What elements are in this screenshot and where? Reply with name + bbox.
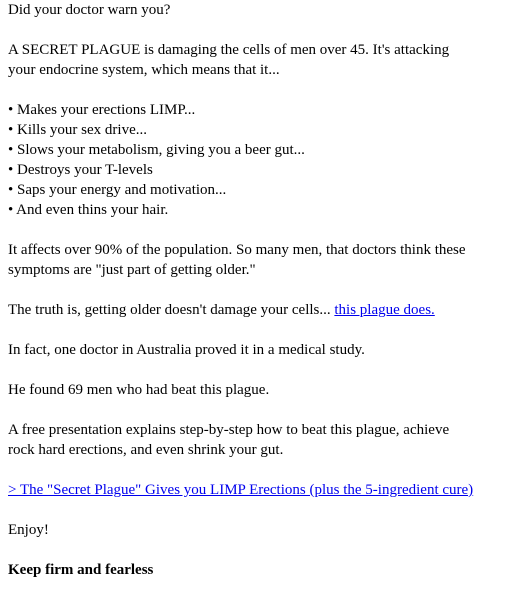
- cta-link[interactable]: > The "Secret Plague" Gives you LIMP Erections (plus the 5-ingredient cure): [8, 482, 474, 498]
- stat-line-2: symptoms are "just part of getting older.": [8, 262, 256, 278]
- found-text: He found 69 men who had beat this plague.: [8, 382, 270, 398]
- spacer: [8, 80, 513, 100]
- spacer: [8, 320, 513, 340]
- spacer: [8, 360, 513, 380]
- list-item: • Saps your energy and motivation...: [8, 182, 227, 198]
- truth-paragraph: [8, 300, 513, 320]
- fact-text: In fact, one doctor in Australia proved it in a medical study.: [8, 342, 365, 358]
- list-item: • And even thins your hair.: [8, 202, 169, 218]
- signoff-text: Keep firm and fearless: [8, 562, 154, 578]
- truth-text: The truth is, getting older doesn't damage your cells...: [8, 302, 335, 318]
- spacer: [8, 460, 513, 480]
- presentation-line-1: A free presentation explains step-by-step how to beat this plague, achieve: [8, 422, 450, 438]
- list-item: • Kills your sex drive...: [8, 122, 147, 138]
- symptom-list: [8, 100, 513, 220]
- spacer: [8, 20, 513, 40]
- intro-line-1: A SECRET PLAGUE is damaging the cells of men over 45. It's attacking: [8, 42, 450, 58]
- plague-link[interactable]: this plague does.: [334, 302, 435, 318]
- spacer: [8, 400, 513, 420]
- greeting-text: Did your doctor warn you?: [8, 2, 171, 18]
- enjoy-text: Enjoy!: [8, 522, 49, 538]
- spacer: [8, 220, 513, 240]
- spacer: [8, 280, 513, 300]
- presentation-line-2: rock hard erections, and even shrink your gut.: [8, 442, 284, 458]
- cta-paragraph: [8, 480, 513, 500]
- list-item: • Slows your metabolism, giving you a beer gut...: [8, 142, 305, 158]
- list-item: • Destroys your T-levels: [8, 162, 153, 178]
- intro-line-2: your endocrine system, which means that it...: [8, 62, 280, 78]
- spacer: [8, 540, 513, 560]
- spacer: [8, 500, 513, 520]
- list-item: • Makes your erections LIMP...: [8, 102, 196, 118]
- stat-line-1: It affects over 90% of the population. So many men, that doctors think these: [8, 242, 466, 258]
